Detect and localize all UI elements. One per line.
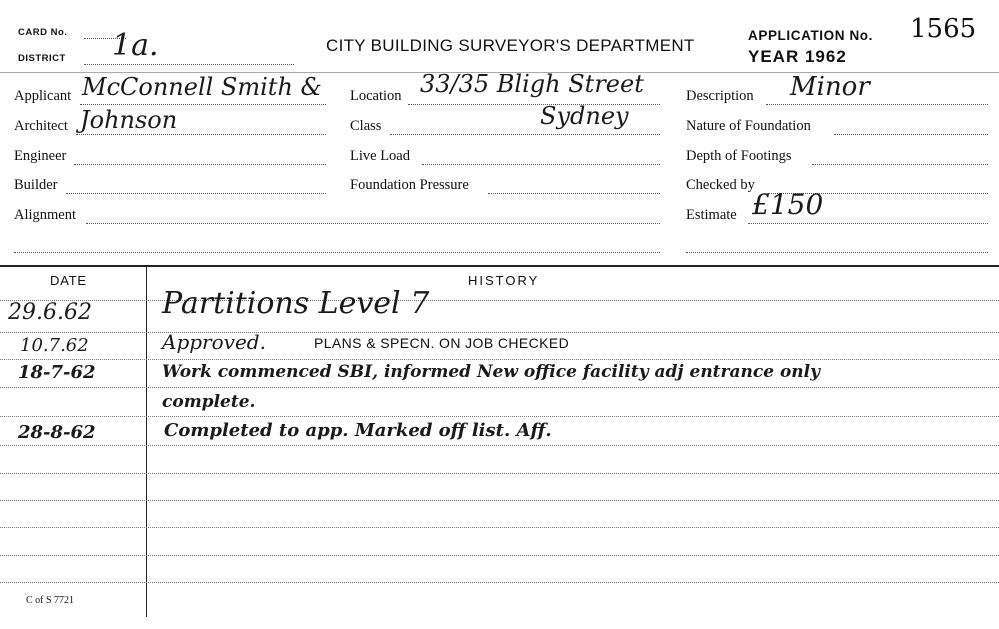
history-entry-continued: complete. — [162, 392, 256, 412]
history-top-rule — [0, 265, 999, 267]
history-entry: Completed to app. Marked off list. Aff. — [164, 420, 552, 441]
history-entry: Partitions Level 7 — [162, 286, 430, 321]
history-column-divider — [146, 267, 147, 617]
history-date: 28-8-62 — [18, 422, 96, 443]
rule-line — [0, 527, 999, 528]
rule-line — [0, 387, 999, 388]
history-date: 18-7-62 — [18, 362, 96, 383]
rule-line — [0, 445, 999, 446]
form-number: C of S 7721 — [26, 595, 75, 606]
district-line — [84, 64, 294, 65]
application-number: 1565 — [910, 14, 977, 44]
location-label: Location — [350, 88, 402, 104]
applicant-label: Applicant — [14, 88, 72, 104]
nature-line — [834, 134, 988, 135]
history-date: 29.6.62 — [8, 300, 92, 325]
rule-line — [0, 416, 999, 417]
rule-line — [0, 332, 999, 333]
rule-line — [0, 300, 999, 301]
estimate-value: £150 — [752, 188, 824, 221]
history-date: 10.7.62 — [20, 335, 89, 356]
architect-label: Architect — [14, 118, 68, 134]
depth-line — [812, 164, 988, 165]
applicant-line — [80, 104, 326, 105]
date-header: DATE — [50, 273, 87, 288]
class-label: Class — [350, 118, 382, 134]
alignment-line — [86, 223, 660, 224]
blank-line — [14, 252, 660, 253]
application-label: APPLICATION No. — [748, 28, 873, 43]
location-value-1: 33/35 Bligh Street — [420, 70, 644, 98]
foundation-pressure-line — [488, 193, 660, 194]
rule-line — [0, 500, 999, 501]
applicant-value: McConnell Smith & — [82, 73, 322, 101]
history-entry: Approved. — [162, 330, 266, 354]
rule-line — [0, 359, 999, 360]
engineer-line — [74, 164, 326, 165]
live-load-label: Live Load — [350, 148, 410, 164]
job-checked-stamp: PLANS & SPECN. ON JOB CHECKED — [314, 335, 570, 351]
alignment-label: Alignment — [14, 207, 77, 223]
description-label: Description — [686, 88, 754, 104]
department-title: CITY BUILDING SURVEYOR'S DEPARTMENT — [326, 36, 695, 55]
checked-by-label: Checked by — [686, 177, 755, 193]
description-line — [766, 104, 988, 105]
builder-label: Builder — [14, 177, 58, 193]
blank-line-right — [686, 252, 988, 253]
year-label: YEAR 1962 — [748, 47, 847, 66]
description-value: Minor — [790, 72, 870, 102]
depth-of-footings-label: Depth of Footings — [686, 148, 792, 164]
history-header: HISTORY — [468, 273, 540, 288]
card-no-label: CARD No. — [18, 27, 68, 38]
class-line — [390, 134, 660, 135]
location-value-2: Sydney — [540, 102, 629, 130]
engineer-label: Engineer — [14, 148, 67, 164]
builder-line — [66, 193, 326, 194]
estimate-label: Estimate — [686, 207, 737, 223]
architect-line — [76, 134, 326, 135]
foundation-pressure-label: Foundation Pressure — [350, 177, 469, 193]
district-value: 1a. — [112, 28, 159, 63]
rule-line — [0, 555, 999, 556]
rule-line — [0, 582, 999, 583]
rule-line — [0, 473, 999, 474]
history-entry: Work commenced SBI, informed New office facility adj entrance only — [162, 362, 820, 382]
estimate-line — [748, 223, 988, 224]
district-label: DISTRICT — [18, 53, 66, 64]
live-load-line — [422, 164, 660, 165]
architect-value: Johnson — [80, 106, 178, 134]
nature-of-foundation-label: Nature of Foundation — [686, 118, 811, 134]
